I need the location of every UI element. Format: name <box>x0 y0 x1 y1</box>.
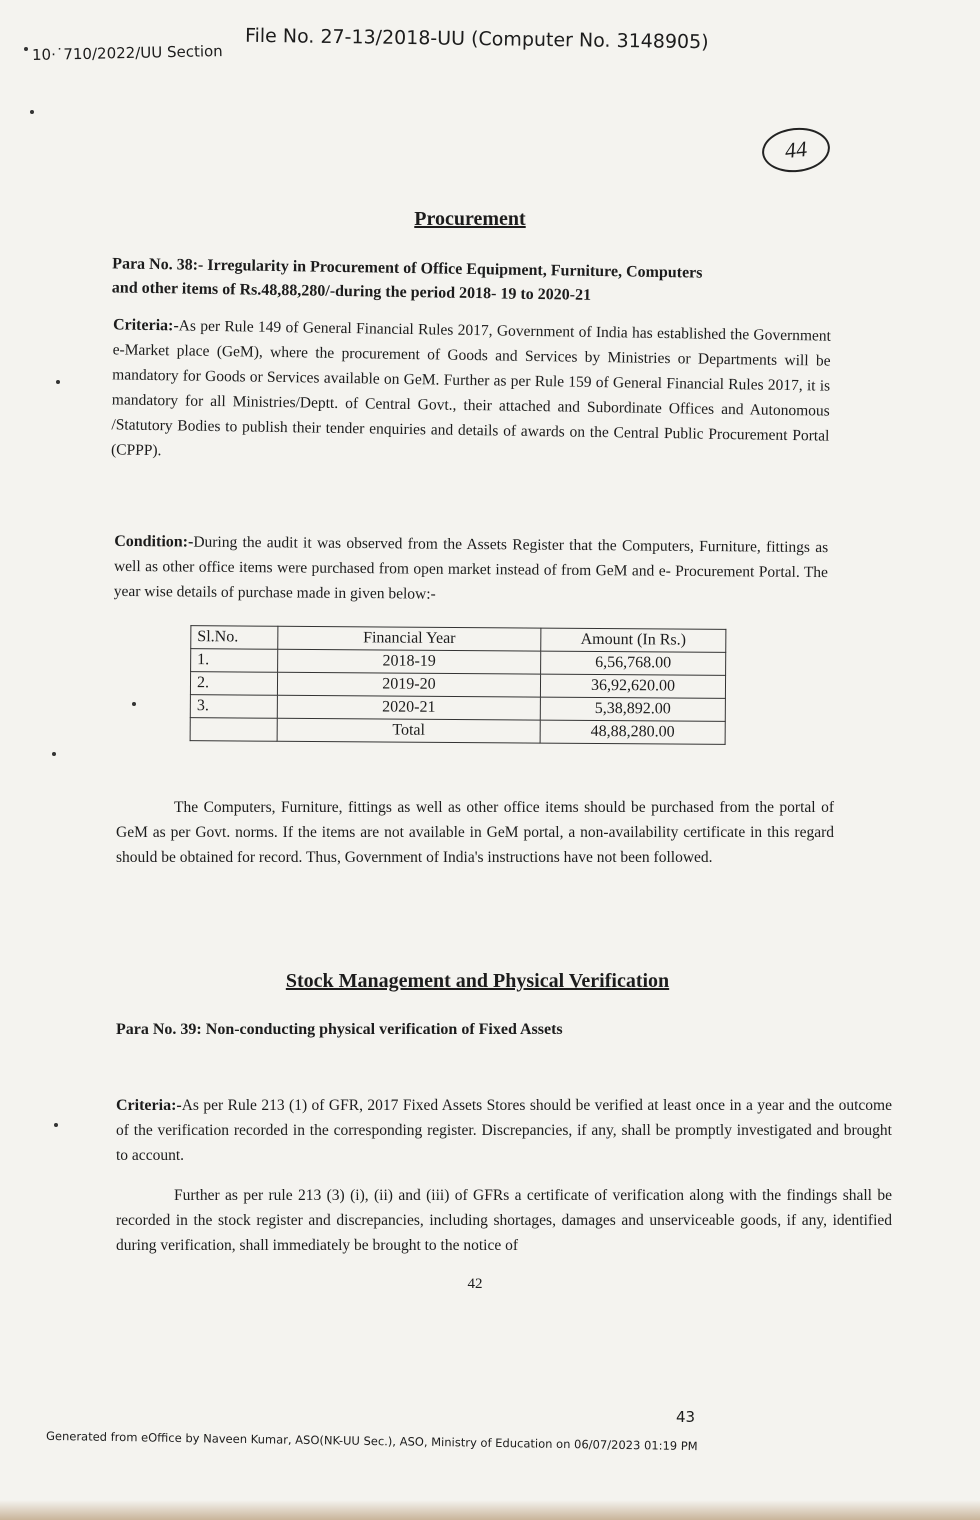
criteria-paragraph-procurement <box>111 312 831 473</box>
column-header-financial-year: Financial Year <box>278 626 541 651</box>
eoffice-footer: Generated from eOffice by Naveen Kumar, ASO(NK-UU Sec.), ASO, Ministry of Education on 06/07/2023 01:19 PM <box>45 1428 698 1454</box>
scan-speck <box>30 110 34 114</box>
condition-label: Condition:- <box>114 532 194 551</box>
section-reference: 10·˙710/2022/UU Section <box>31 42 223 64</box>
scan-speck <box>54 1123 58 1127</box>
column-header-amount: Amount (In Rs.) <box>541 628 726 652</box>
scan-speck <box>132 702 136 706</box>
criteria-label: Criteria:- <box>116 1097 182 1114</box>
scan-bottom-edge <box>0 1500 980 1520</box>
scan-speck <box>24 47 28 51</box>
cell-sl-no: 2. <box>190 672 277 696</box>
section-heading-stock-management: Stock Management and Physical Verification <box>285 970 670 992</box>
outer-page-number: 43 <box>676 1408 696 1426</box>
cell-financial-year: 2020-21 <box>277 695 540 720</box>
section-heading-procurement: Procurement <box>414 208 526 230</box>
cell-sl-no <box>190 718 277 742</box>
condition-text: During the audit it was observed from the Assets Register that the Computers, Furniture, fittings as well as other office items were purchased from open market instead of from GeM and e- Procurement Portal. The year wise details of purchase made in given below:- <box>113 533 829 603</box>
cell-sl-no: 1. <box>191 649 278 673</box>
stamp-number: 44 <box>783 135 809 164</box>
conclusion-paragraph: The Computers, Furniture, fittings as well as other office items should be purchased from the portal of GeM as per Govt. norms. If the items are not available in GeM portal, a non-availability certificate in this regard should be obtained for record. Thus, Government of India's instructions have not been followed. <box>116 799 834 866</box>
para-39-title: Para No. 39: Non-conducting physical verification of Fixed Assets <box>116 1021 563 1038</box>
criteria-paragraph-stock <box>116 1093 892 1168</box>
file-number: File No. 27-13/2018-UU (Computer No. 3148905) <box>244 24 709 54</box>
cell-total-amount: 48,88,280.00 <box>540 720 725 744</box>
para-38-title-line-1: Para No. 38:- Irregularity in Procurement of Office Equipment, Furniture, Computers <box>112 255 703 282</box>
condition-paragraph <box>114 529 829 610</box>
table-total-row <box>190 718 725 745</box>
handwritten-page-stamp <box>760 125 832 176</box>
criteria-text: As per Rule 213 (1) of GFR, 2017 Fixed Assets Stores should be verified at least once in a year and the outcome of the verification recorded in the corresponding register. Discrepancies, if any, shall be promptly investigated and brought to account. <box>116 1097 892 1164</box>
cell-amount: 6,56,768.00 <box>541 651 726 675</box>
criteria-label: Criteria:- <box>112 316 179 335</box>
purchase-details-table <box>190 625 727 745</box>
cell-amount: 36,92,620.00 <box>540 674 725 698</box>
cell-financial-year: 2018-19 <box>278 649 541 674</box>
para-38-title-line-2: and other items of Rs.48,88,280/-during the period 2018- 19 to 2020-21 <box>111 279 592 304</box>
scan-speck <box>52 752 56 756</box>
criteria-text: As per Rule 149 of General Financial Rules 2017, Government of India has established the Government e-Market place (GeM), where the procurement of Goods and Services by Ministries or Departments will be mandatory for Goods or Services available on GeM. Further as per Rule 159 of General Financial Rules 2017, it is mandatory for all Ministries/Deptt. of Central Govt., their attached and Subordinate Offices and Autonomous /Statutory Bodies to publish their tender enquiries and details of awards on the Central Public Procurement Portal (CPPP). <box>110 317 832 460</box>
cell-financial-year: 2019-20 <box>277 672 540 697</box>
cell-amount: 5,38,892.00 <box>540 697 725 721</box>
further-paragraph: Further as per rule 213 (3) (i), (ii) and (iii) of GFRs a certificate of verification along with the findings shall be recorded in the stock register and discrepancies, including shortages, damages and unserviceable goods, if any, identified during verification, shall immediately be brought to the notice of <box>116 1187 892 1254</box>
scan-speck <box>56 380 60 384</box>
inner-page-number: 42 <box>467 1276 483 1292</box>
cell-total-label: Total <box>277 718 540 743</box>
cell-sl-no: 3. <box>190 695 277 719</box>
para-38-title <box>112 252 833 311</box>
column-header-sl-no: Sl.No. <box>191 626 278 650</box>
